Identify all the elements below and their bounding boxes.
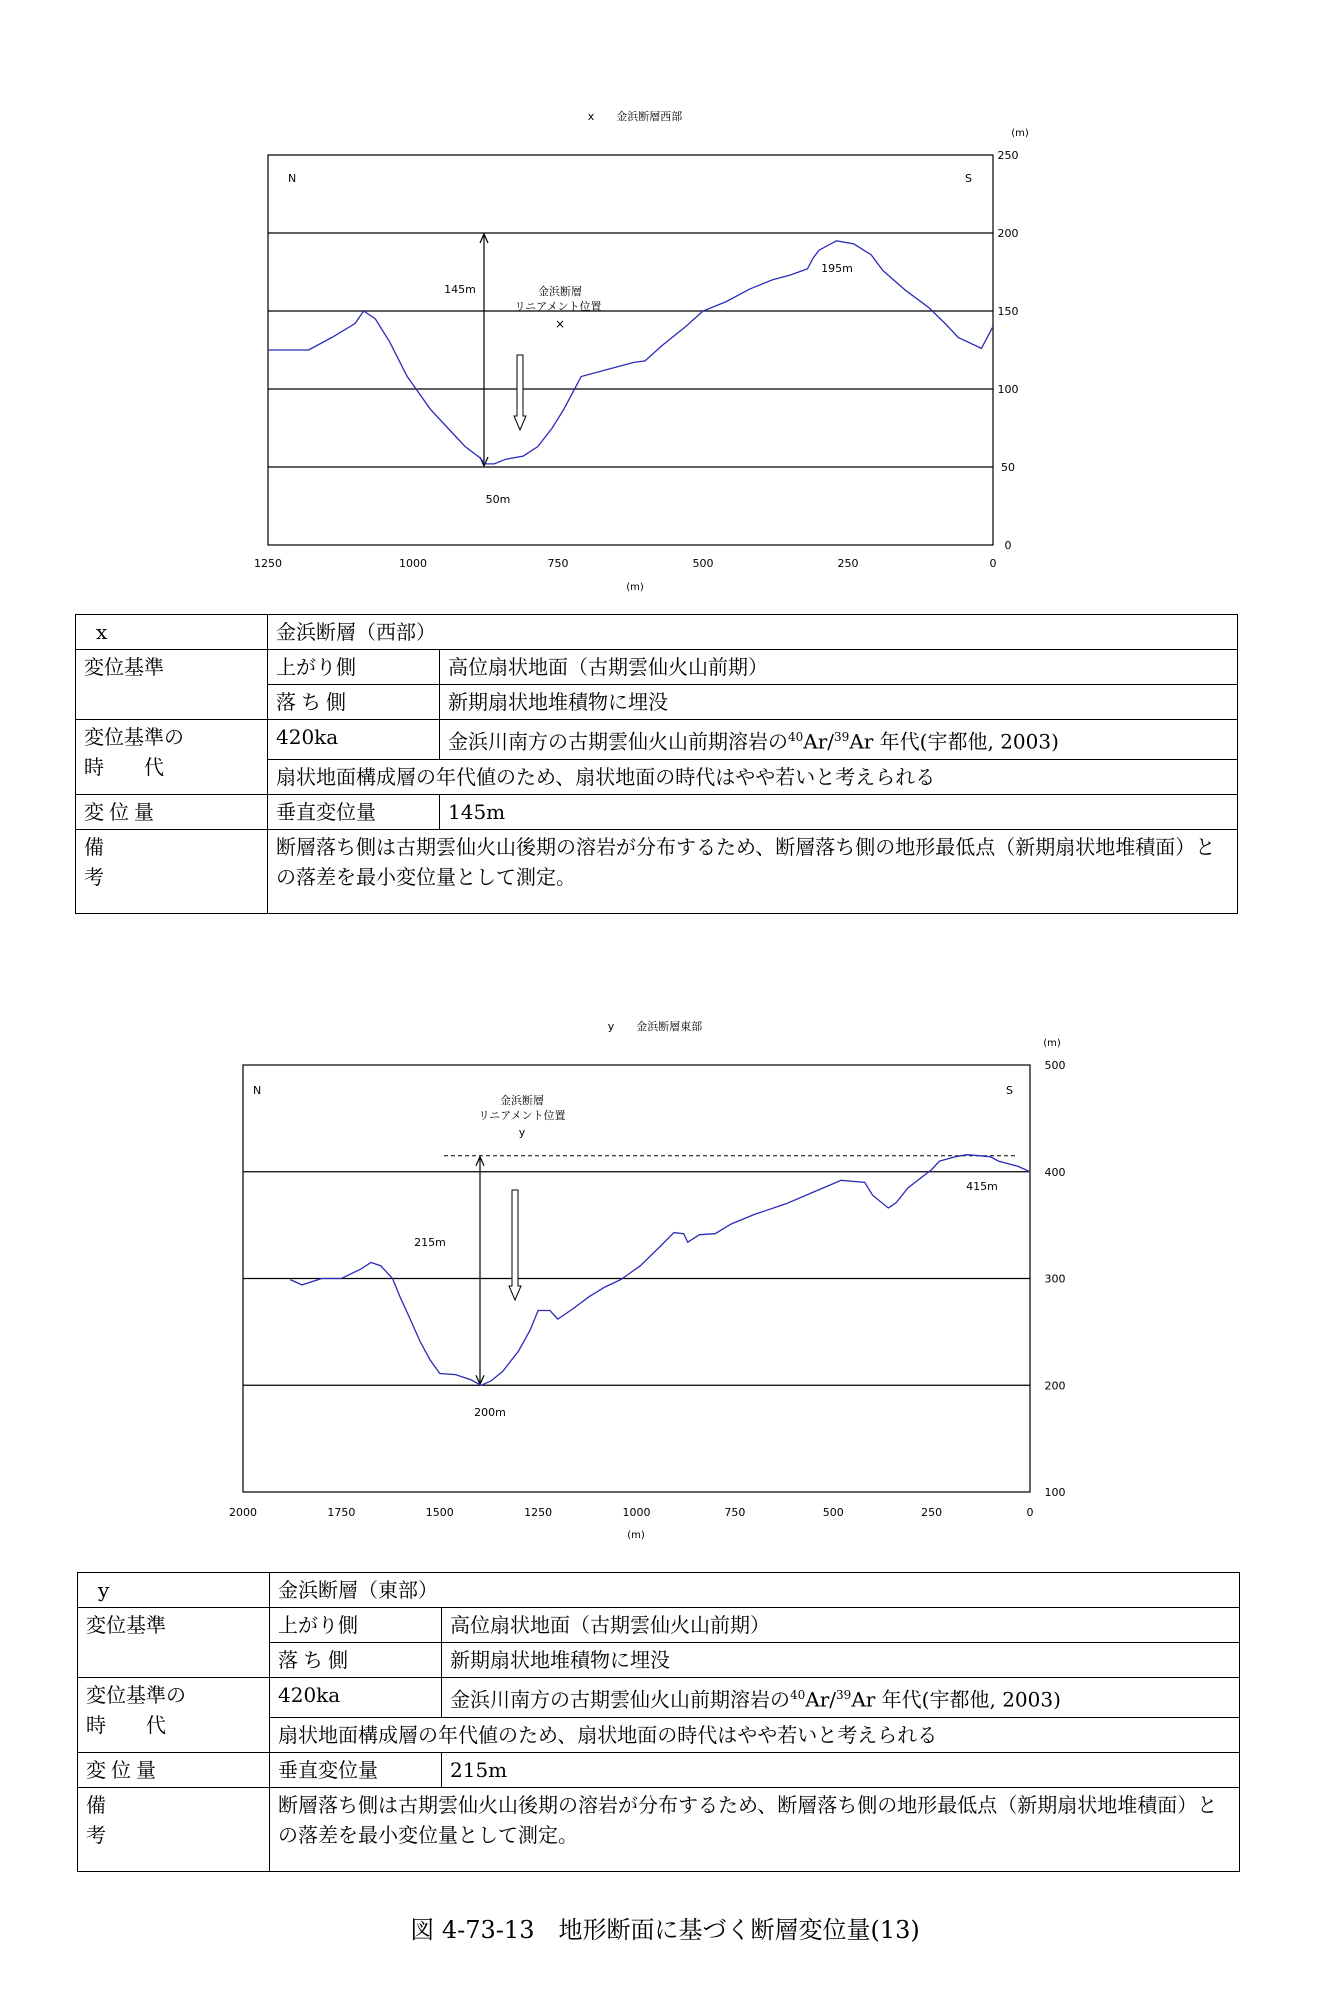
table-cell (78, 1573, 270, 1608)
age-key (76, 720, 268, 795)
table-row (76, 829, 1238, 913)
remark-value: 断層落ち側は古期雲仙火山後期の溶岩が分布するため、断層落ち側の地形最低点（新期扇状地堆積面）との落差を最小変位量として測定。 (270, 1787, 1240, 1871)
y-unit-label: (m) (1043, 1038, 1061, 1049)
age-value: 420ka (268, 720, 440, 760)
table-row (76, 650, 1238, 685)
south-label: S (1006, 1084, 1013, 1097)
table-row (76, 615, 1238, 650)
age-sup-39: 39 (836, 1688, 852, 1702)
displacement-value: 215m (442, 1752, 1240, 1787)
table-row (78, 1573, 1240, 1608)
chart-title: x 金浜断層西部 (587, 110, 683, 123)
age-key-line1: 変位基準の (84, 725, 184, 749)
profile-chart-y (0, 1010, 1330, 1570)
table-row (78, 1752, 1240, 1787)
down-side-key: 落ち側 (270, 1643, 442, 1678)
down-side-value: 新期扇状地堆積物に埋没 (442, 1643, 1240, 1678)
table-row (78, 1787, 1240, 1871)
y-tick-label: 50 (1001, 461, 1015, 474)
x-tick-label: 250 (921, 1506, 943, 1519)
age-source (442, 1678, 1240, 1718)
age-sup-40: 40 (790, 1688, 806, 1702)
down-side-key: 落ち側 (268, 685, 440, 720)
x-tick-label: 0 (1026, 1506, 1034, 1519)
low-point-label: 50m (485, 493, 511, 506)
age-source-post: Ar 年代(宇都他, 2003) (849, 729, 1059, 754)
profile-chart-y-svg (0, 1010, 1330, 1570)
x-tick-label: 750 (547, 557, 569, 570)
name-key: y (98, 1578, 110, 1602)
remark-key-text: 備考 (86, 1792, 176, 1847)
y-tick-label: 250 (997, 149, 1019, 162)
y-tick-label: 200 (1044, 1379, 1066, 1393)
north-label: N (288, 172, 297, 185)
age-sup-39: 39 (834, 730, 850, 744)
age-value: 420ka (270, 1678, 442, 1718)
y-tick-label: 500 (1044, 1059, 1066, 1072)
x-tick-label: 1500 (425, 1506, 454, 1519)
age-key-line2: 時 代 (86, 1713, 166, 1737)
south-label: S (965, 172, 972, 185)
x-tick-label: 500 (692, 557, 714, 570)
fault-mark: y (518, 1126, 526, 1139)
y-tick-label: 100 (1044, 1486, 1066, 1499)
age-note: 扇状地面構成層の年代値のため、扇状地面の時代はやや若いと考えられる (268, 759, 1238, 794)
profile-chart-x-svg (0, 100, 1330, 600)
y-unit-label: (m) (1011, 128, 1029, 139)
age-source-post: Ar 年代(宇都他, 2003) (851, 1687, 1061, 1712)
high-point-label: 415m (966, 1180, 998, 1193)
offset-label: 215m (414, 1236, 446, 1249)
y-tick-label: 100 (997, 383, 1019, 396)
offset-label: 145m (444, 283, 476, 296)
basis-key: 変位基準 (76, 650, 268, 720)
age-source-text: 金浜川南方の古期雲仙火山前期溶岩の (450, 1687, 790, 1712)
x-tick-label: 1750 (327, 1506, 356, 1519)
x-unit-label: (m) (626, 582, 644, 593)
x-tick-label: 1000 (622, 1506, 651, 1519)
basis-key: 変位基準 (78, 1608, 270, 1678)
up-side-key: 上がり側 (270, 1608, 442, 1643)
displacement-key: 変位量 (78, 1752, 270, 1787)
y-tick-label: 0 (1004, 539, 1012, 552)
low-point-label: 200m (474, 1406, 506, 1419)
fault-label-line2: リニアメント位置 (514, 300, 602, 313)
x-tick-label: 250 (837, 557, 859, 570)
age-note: 扇状地面構成層の年代値のため、扇状地面の時代はやや若いと考えられる (270, 1717, 1240, 1752)
high-point-label: 195m (821, 262, 853, 275)
fault-name: 金浜断層（西部） (268, 615, 1238, 650)
name-key: x (96, 620, 108, 644)
age-key (78, 1678, 270, 1753)
north-label: N (253, 1084, 262, 1097)
remark-key (78, 1787, 270, 1871)
fault-position-arrow (514, 355, 526, 430)
age-mid: Ar/ (805, 1687, 837, 1712)
table-row (78, 1678, 1240, 1718)
age-source-text: 金浜川南方の古期雲仙火山前期溶岩の (448, 729, 788, 754)
table-row (78, 1608, 1240, 1643)
table-row (76, 794, 1238, 829)
fault-mark: × (554, 317, 566, 331)
fault-label-line1: 金浜断層 (500, 1094, 544, 1107)
displacement-type: 垂直変位量 (268, 794, 440, 829)
y-tick-label: 400 (1044, 1165, 1066, 1179)
remark-key (76, 829, 268, 913)
x-tick-label: 500 (822, 1506, 844, 1519)
up-side-value: 高位扇状地面（古期雲仙火山前期） (442, 1608, 1240, 1643)
x-tick-label: 1000 (399, 557, 427, 570)
profile-line (290, 1155, 1030, 1386)
up-side-key: 上がり側 (268, 650, 440, 685)
fault-name: 金浜断層（東部） (270, 1573, 1240, 1608)
fault-label-line2: リニアメント位置 (478, 1109, 566, 1122)
table-cell (76, 615, 268, 650)
remark-value: 断層落ち側は古期雲仙火山後期の溶岩が分布するため、断層落ち側の地形最低点（新期扇状地堆積面）との落差を最小変位量として測定。 (268, 829, 1238, 913)
x-tick-label: 2000 (229, 1506, 257, 1519)
x-tick-label: 1250 (254, 557, 282, 570)
up-side-value: 高位扇状地面（古期雲仙火山前期） (440, 650, 1238, 685)
x-unit-label: (m) (627, 1530, 645, 1541)
fault-position-arrow (509, 1190, 521, 1300)
y-tick-label: 300 (1044, 1272, 1066, 1286)
remark-key-text: 備考 (84, 834, 174, 889)
chart-title: y 金浜断層東部 (607, 1020, 703, 1033)
age-key-line1: 変位基準の (86, 1683, 186, 1707)
fault-table-y (77, 1572, 1240, 1872)
age-source (440, 720, 1238, 760)
profile-line (268, 241, 993, 464)
age-sup-40: 40 (788, 730, 804, 744)
down-side-value: 新期扇状地堆積物に埋没 (440, 685, 1238, 720)
fault-table-x (75, 614, 1238, 914)
table-row (76, 720, 1238, 760)
plot-frame (268, 155, 993, 545)
fault-label-line1: 金浜断層 (538, 285, 582, 298)
profile-chart-x (0, 100, 1330, 600)
figure-caption: 図 4-73-13 地形断面に基づく断層変位量(13) (410, 1916, 920, 1944)
y-tick-label: 150 (997, 305, 1019, 318)
displacement-value: 145m (440, 794, 1238, 829)
age-mid: Ar/ (803, 729, 835, 754)
age-key-line2: 時 代 (84, 755, 164, 779)
y-tick-label: 200 (997, 227, 1019, 240)
x-tick-label: 750 (724, 1506, 746, 1519)
displacement-type: 垂直変位量 (270, 1752, 442, 1787)
x-tick-label: 1250 (524, 1506, 553, 1519)
displacement-key: 変位量 (76, 794, 268, 829)
x-tick-label: 0 (989, 557, 997, 570)
